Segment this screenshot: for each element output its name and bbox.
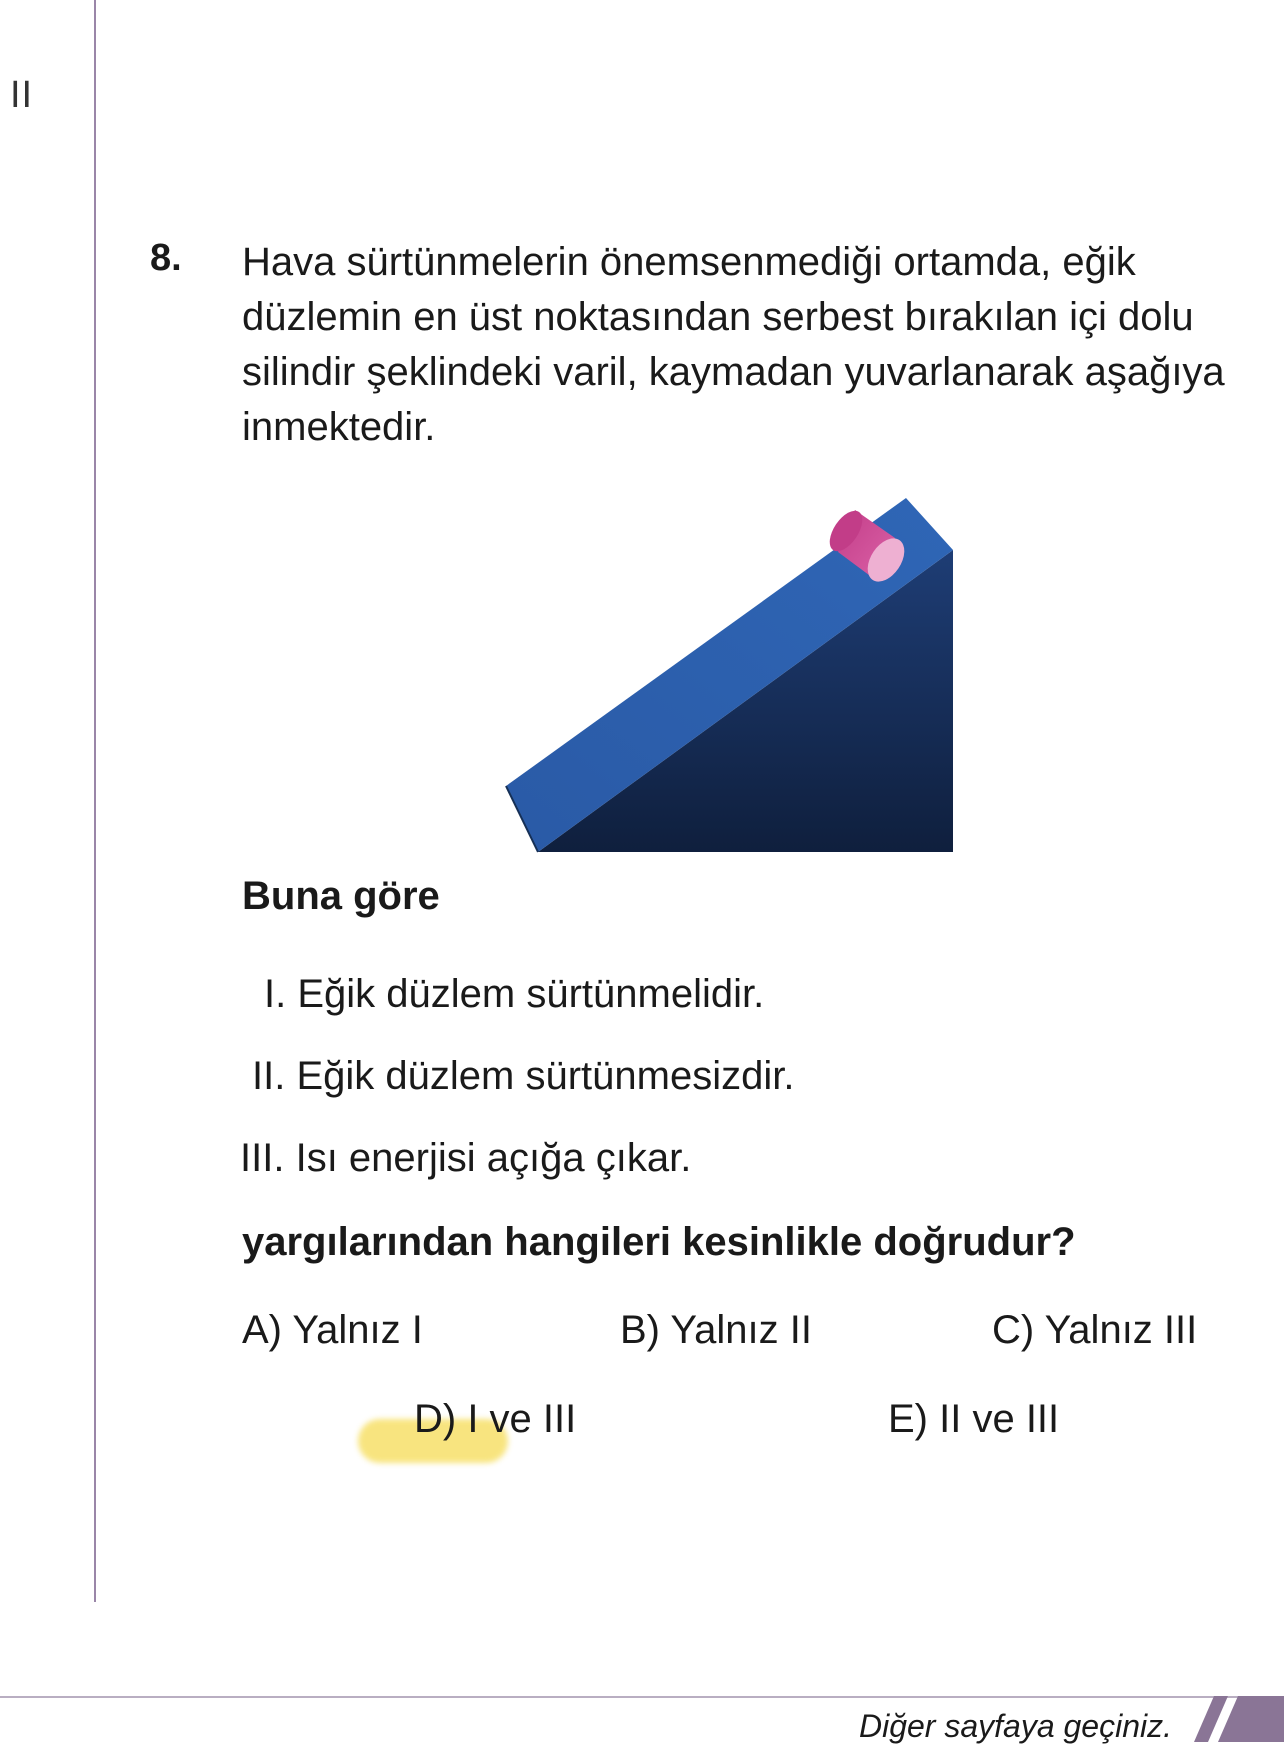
- option-b[interactable]: B) Yalnız II: [620, 1308, 812, 1352]
- inclined-plane-figure: [500, 490, 970, 860]
- option-a[interactable]: A) Yalnız I: [242, 1308, 423, 1352]
- statement-number: I.: [264, 972, 287, 1016]
- statement-number: II.: [252, 1054, 286, 1098]
- question-number: 8.: [150, 237, 182, 279]
- footer-divider: [0, 1696, 1284, 1698]
- question-text: Hava sürtünmelerin önemsenmediği ortamda, eğik düzlemin en üst noktasından serbest bırakılan içi dolu silindir şeklindeki varil, kaymadan yuvarlanarak aşağıya inmektedir.: [242, 240, 1225, 449]
- statement-1: [264, 972, 764, 1017]
- question-prompt: yargılarından hangileri kesinlikle doğrudur?: [242, 1220, 1076, 1264]
- footer-slash-accent: [1174, 1696, 1284, 1742]
- question-lead: Buna göre: [242, 874, 440, 918]
- statement-2: [252, 1054, 794, 1099]
- next-page-note: Diğer sayfaya geçiniz.: [858, 1708, 1172, 1744]
- option-c[interactable]: C) Yalnız III: [992, 1308, 1198, 1352]
- statement-3: [240, 1136, 691, 1181]
- option-d[interactable]: D) I ve III: [414, 1397, 577, 1441]
- statement-text: Isı enerjisi açığa çıkar.: [295, 1136, 692, 1180]
- statement-text: Eğik düzlem sürtünmelidir.: [297, 972, 765, 1016]
- statement-text: Eğik düzlem sürtünmesizdir.: [296, 1054, 795, 1098]
- option-e[interactable]: E) II ve III: [888, 1397, 1060, 1441]
- page-side-marker: II: [10, 74, 34, 116]
- margin-divider: [94, 0, 96, 1602]
- statement-number: III.: [240, 1136, 285, 1180]
